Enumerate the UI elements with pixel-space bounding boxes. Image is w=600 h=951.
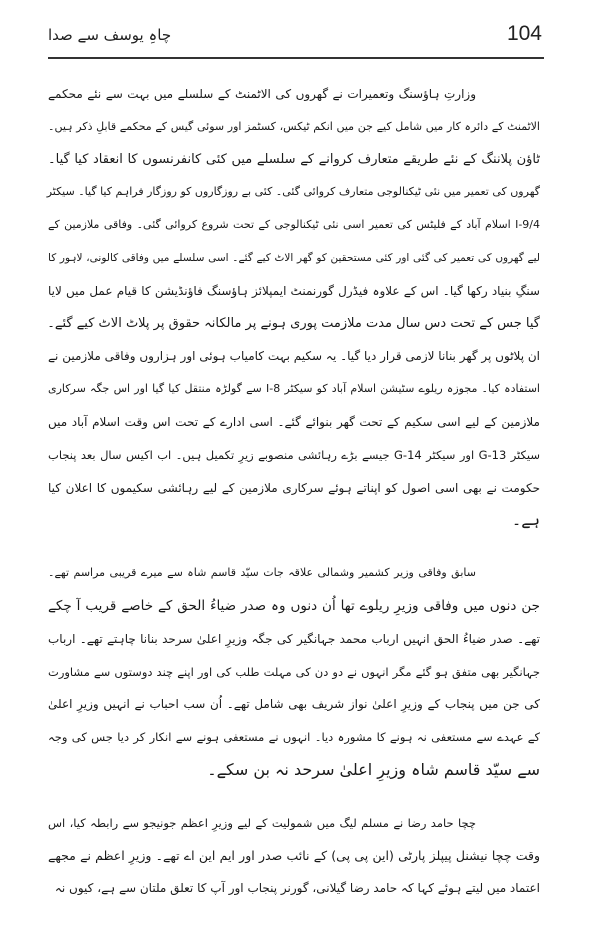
- text-line: ہے۔: [511, 510, 540, 530]
- header-rule: [48, 57, 544, 59]
- text-line: ملازمین کے لیے اسی سکیم کے تحت گھر بنوائے گئے۔ اسی ادارے کے تحت اس وقت اسلام آباد میں: [48, 414, 540, 429]
- text-line: گیا جس کے تحت دس سال مدت ملازمت پوری ہونے پر مالکانہ حقوق پر پلاٹ الاٹ کیے گئے۔: [47, 315, 540, 331]
- paragraph: [48, 807, 540, 905]
- text-line: وقت چچا نیشنل پیپلز پارٹی (این پی پی) کے نائب صدر اور ایم این اے تھے۔ وزیرِ اعظم نے مجھے: [48, 847, 540, 863]
- text-line: گھروں کی تعمیر میں نئی ٹیکنالوجی متعارف کروائی گئی۔ کئی بے روزگاروں کو روزگار فراہم کیا گیا۔ سیکٹر: [46, 185, 540, 199]
- text-line: سیکٹر G-13 اور سیکٹر G-14 جیسے بڑے رہائشی منصوبے زیرِ تکمیل ہیں۔ اب اکیس سال بعد پنجاب: [48, 447, 540, 462]
- page-number: 104: [506, 22, 542, 45]
- running-title: چاہِ یوسف سے صدا: [48, 26, 172, 44]
- text-line: جن دنوں میں وفاقی وزیرِ ریلوے تھا اُن دنوں وہ صدر ضیاءُ الحق کے خاصے قریب آ چکے: [48, 597, 540, 614]
- text-line: جہانگیر بھی متفق ہو گئے مگر انہوں نے دو دن کی مہلت طلب کی اور اپنے چند دوستوں سے مشاورت: [48, 664, 540, 679]
- text-line: ان پلاٹوں پر گھر بنانا لازمی قرار دیا گیا۔ یہ سکیم بہت کامیاب ہوئی اور ہزاروں وفاقی ملازمین نے: [48, 349, 540, 364]
- text-line: ٹاؤن پلاننگ کے نئے طریقے متعارف کروانے کے سلسلے میں کئی کانفرنسوں کا انعقاد کیا گیا۔: [48, 151, 540, 167]
- text-line: سے سیّد قاسم شاہ وزیرِ اعلیٰ سرحد نہ بن سکے۔: [207, 759, 540, 779]
- text-line: سابق وفاقی وزیر کشمیر وشمالی علاقہ جات سیّد قاسم شاہ سے میرے قریبی مراسم تھے۔: [48, 566, 476, 580]
- paragraph: [48, 78, 540, 537]
- text-line: I-9/4 اسلام آباد کے فلیٹس کی تعمیر اسی نئی ٹیکنالوجی کے تحت شروع کروائی گئی۔ وفاقی ملازمین کے: [48, 218, 540, 232]
- text-line: لیے گھروں کی تعمیر کی گئی اور کئی مستحقین کو گھر الاٹ کیے گئے۔ اسی سلسلے میں وفاقی کالونی، لاہور کا: [48, 251, 540, 264]
- text-line: اعتماد میں لیتے ہوئے کہا کہ حامد رضا گیلانی، گورنر پنجاب اور آپ کا تعلق ملتان سے ہے، کیوں نہ: [54, 881, 540, 896]
- page-header: [48, 22, 542, 56]
- text-line: استفادہ کیا۔ مجوزہ ریلوے سٹیشن اسلام آباد کو سیکٹر I-8 سے گولڑہ منتقل کیا گیا اور اس جگہ سرکاری: [48, 382, 540, 396]
- text-line: کی جن میں پنجاب کے وزیرِ اعلیٰ نواز شریف بھی شامل تھے۔ اُن سب احباب نے انہیں وزیرِ اعلیٰ: [48, 697, 540, 712]
- text-line: کے عہدے سے مستعفی نہ ہونے کا مشورہ دیا۔ انہوں نے مستعفی ہونے سے انکار کر دیا جس کی وجہ: [48, 730, 540, 745]
- body-text: [48, 78, 540, 925]
- text-line: حکومت نے بھی اسی اصول کو اپناتے ہوئے سرکاری ملازمین کے لیے رہائشی سکیموں کا اعلان کیا: [48, 480, 540, 495]
- text-line: سنگِ بنیاد رکھا گیا۔ اس کے علاوہ فیڈرل گورنمنٹ ایمپلائز ہاؤسنگ فاؤنڈیشن کا قیام عمل میں لایا: [48, 283, 540, 298]
- text-line: وزارتِ ہاؤسنگ وتعمیرات نے گھروں کی الاٹمنٹ کے سلسلے میں بہت سے نئے محکمے: [48, 87, 476, 101]
- text-line: تھے۔ صدر ضیاءُ الحق انہیں ارباب محمد جہانگیر کی جگہ وزیرِ اعلیٰ سرحد بنانا چاہتے تھے۔ ارباب: [48, 631, 540, 646]
- paragraph: [48, 557, 540, 787]
- text-line: الاٹمنٹ کے دائرہ کار میں شامل کیے جن میں انکم ٹیکس، کسٹمز اور سوئی گیس کے محکمے قابلِ ذکر ہیں۔: [48, 119, 540, 133]
- text-line: چچا حامد رضا نے مسلم لیگ میں شمولیت کے لیے وزیرِ اعظم جونیجو سے رابطہ کیا، اس: [48, 815, 476, 830]
